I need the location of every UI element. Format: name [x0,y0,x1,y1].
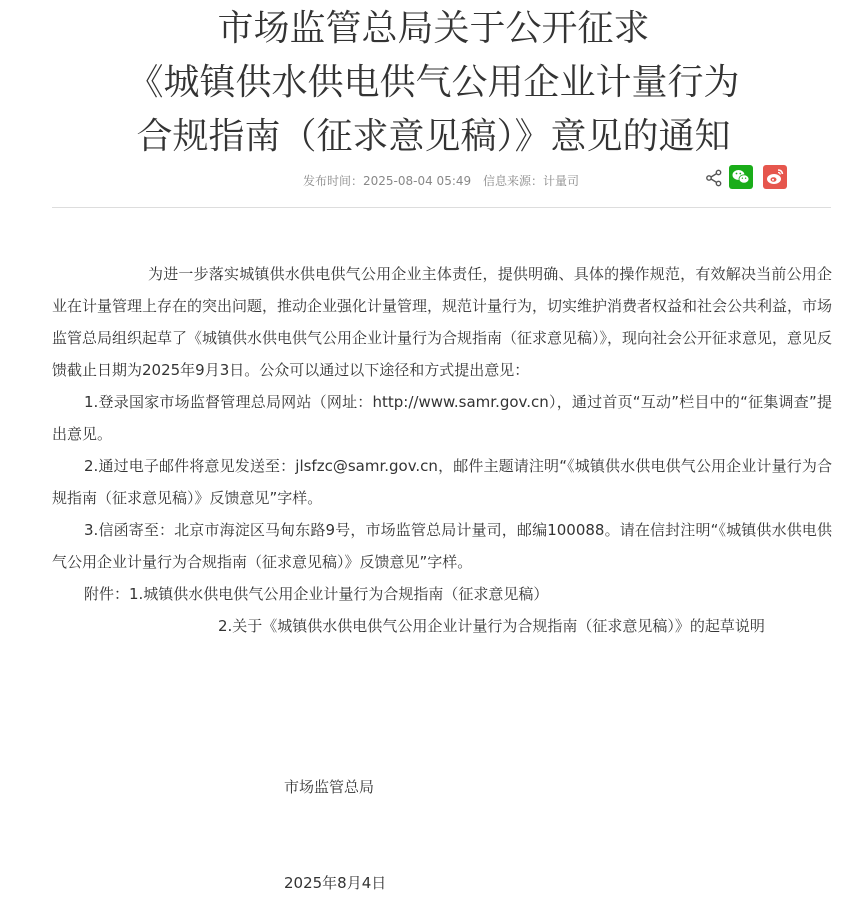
weibo-icon [763,165,787,189]
method-item-2: 2.通过电子邮件将意见发送至：jlsfzc@samr.gov.cn，邮件主题请注明“《城镇供水供电供气公用企业计量行为合规指南（征求意见稿）》反馈意见”字样。 [52,457,832,507]
share-icon[interactable] [704,168,724,188]
header-divider [52,207,831,208]
publish-time: 发布时间：2025-08-04 05:49 [303,174,472,188]
title-line-2: 《城镇供水供电供气公用企业计量行为 [127,62,740,103]
article-title [40,2,827,164]
info-source: 信息来源：计量司 [483,174,580,188]
attachment-1: 附件：1.城镇供水供电供气公用企业计量行为合规指南（征求意见稿） [84,585,549,603]
signature-date: 2025年8月4日 [284,874,387,892]
attachment-2: 2.关于《城镇供水供电供气公用企业计量行为合规指南（征求意见稿）》的起草说明 [218,617,765,635]
method-item-3: 3.信函寄至：北京市海淀区马甸东路9号，市场监管总局计量司，邮编100088。请在信封注明“《城镇供水供电供气公用企业计量行为合规指南（征求意见稿）》反馈意见”字样。 [52,521,832,571]
weibo-share-button[interactable] [763,165,787,189]
article-body [52,258,832,642]
title-line-1: 市场监管总局关于公开征求 [217,8,650,49]
intro-paragraph: 为进一步落实城镇供水供电供气公用企业主体责任，提供明确、具体的操作规范，有效解决当前公用企业在计量管理上存在的突出问题，推动企业强化计量管理，规范计量行为，切实维护消费者权益和社会公共利益，市场监管总局组织起草了《城镇供水供电供气公用企业计量行为合规指南（征求意见稿）》，现向社会公开征求意见，意见反馈截止日期为2025年9月3日。公众可以通过以下途径和方式提出意见： [52,265,833,379]
title-line-3: 合规指南（征求意见稿）》意见的通知 [136,116,731,157]
wechat-share-button[interactable] [729,165,753,189]
wechat-icon [729,165,753,189]
signature-org: 市场监管总局 [284,778,375,796]
method-item-1: 1.登录国家市场监督管理总局网站（网址：http://www.samr.gov.cn），通过首页“互动”栏目中的“征集调查”提出意见。 [52,393,832,443]
